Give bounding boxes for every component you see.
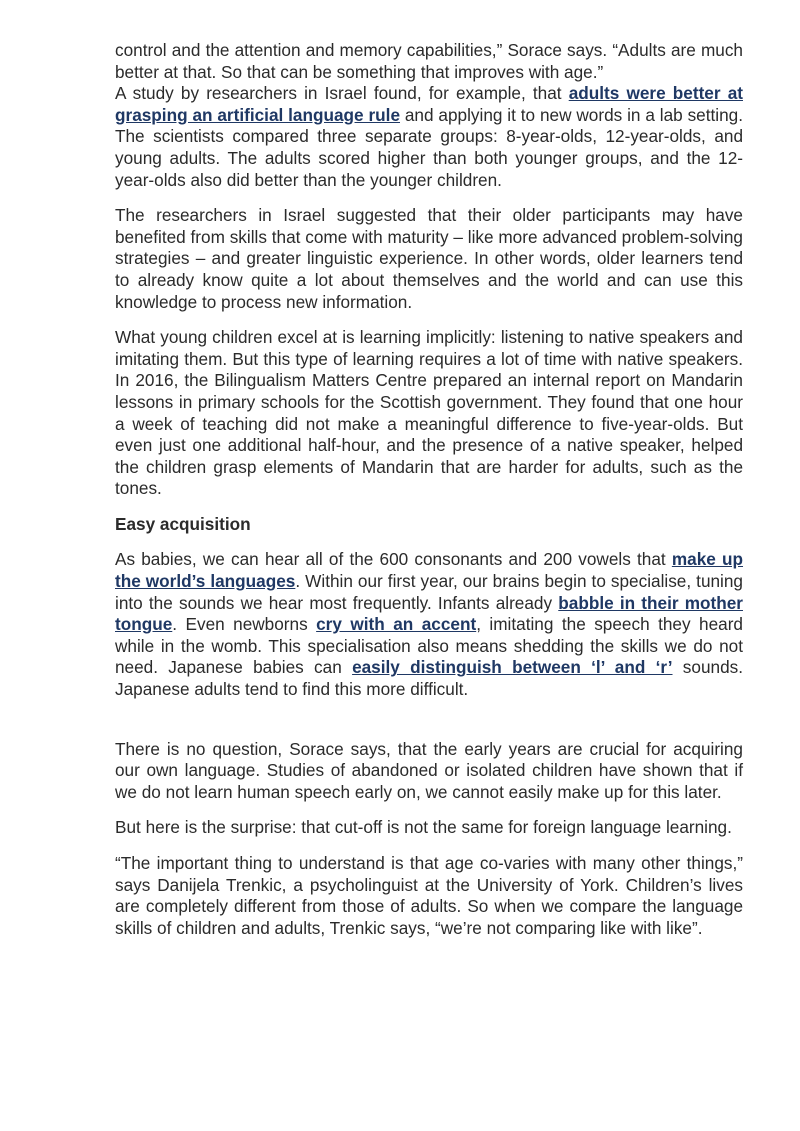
text-segment: , imitating the speech they heard while in the womb. This specialisation also means shedding the skills we do not need. Japanese babies can	[115, 614, 743, 678]
text-segment: sounds. Japanese adults tend to find this more difficult.	[115, 657, 743, 700]
article-body	[115, 40, 743, 953]
paragraph-sorace-quote: control and the attention and memory capabilities,” Sorace says. “Adults are much better at that. So that can be something that improves with age.”	[115, 40, 743, 82]
paragraph-israel-study	[115, 83, 743, 191]
text-segment: and applying it to new words in a lab setting. The scientists compared three separate groups: 8-year-olds, 12-year-olds, and young adults. The adults scored higher than both younger groups, and the 12-year-olds also did better than the younger children.	[115, 104, 743, 190]
paragraph-older-participants: The researchers in Israel suggested that their older participants may have benefited from skills that come with maturity – like more advanced problem-solving strategies – and greater linguistic experience. In other words, older learners tend to already know quite a lot about themselves and the world and can use this knowledge to process new information.	[115, 205, 743, 312]
link-cry-with-accent[interactable]: cry with an accent	[316, 614, 477, 635]
text-segment: . Even newborns	[172, 614, 317, 635]
section-heading-easy-acquisition: Easy acquisition	[115, 513, 251, 534]
text-segment: A study by researchers in Israel found, for example, that	[115, 83, 569, 104]
paragraph-implicit-learning: What young children excel at is learning implicitly: listening to native speakers and imitating them. But this type of learning requires a lot of time with native speakers. In 2016, the Bilingualism Matters Centre prepared an internal report on Mandarin lessons in primary schools for the Scottish government. They found that one hour a week of teaching did not make a meaningful difference to five-year-olds. But even just one additional half-hour, and the presence of a native speaker, helped the children grasp elements of Mandarin that are harder for adults, such as the tones.	[115, 327, 743, 499]
paragraph-trenkic-quote: “The important thing to understand is that age co-varies with many other things,” says Danijela Trenkic, a psycholinguist at the University of York. Children’s lives are completely different from those of adults. So when we compare the language skills of children and adults, Trenkic says, “we’re not comparing like with like”.	[115, 853, 743, 938]
link-babble-mother-tongue[interactable]: babble in their mother tongue	[115, 592, 743, 635]
paragraph-babies-sounds	[115, 549, 743, 700]
link-artificial-language-rule[interactable]: adults were better at grasping an artificial language rule	[115, 83, 743, 125]
text-segment: As babies, we can hear all of the 600 consonants and 200 vowels that	[115, 549, 672, 570]
link-worlds-languages[interactable]: make up the world’s languages	[115, 549, 744, 592]
paragraph-surprise: But here is the surprise: that cut-off is not the same for foreign language learning.	[115, 817, 732, 838]
spacer	[115, 715, 743, 739]
link-l-and-r[interactable]: easily distinguish between ‘l’ and ‘r’	[352, 657, 673, 678]
paragraph-early-years: There is no question, Sorace says, that the early years are crucial for acquiring our own language. Studies of abandoned or isolated children have shown that if we do not learn human speech early on, we cannot easily make up for this later.	[115, 738, 743, 802]
text-segment: . Within our first year, our brains begin to specialise, tuning into the sounds we hear most frequently. Infants already	[115, 571, 743, 613]
